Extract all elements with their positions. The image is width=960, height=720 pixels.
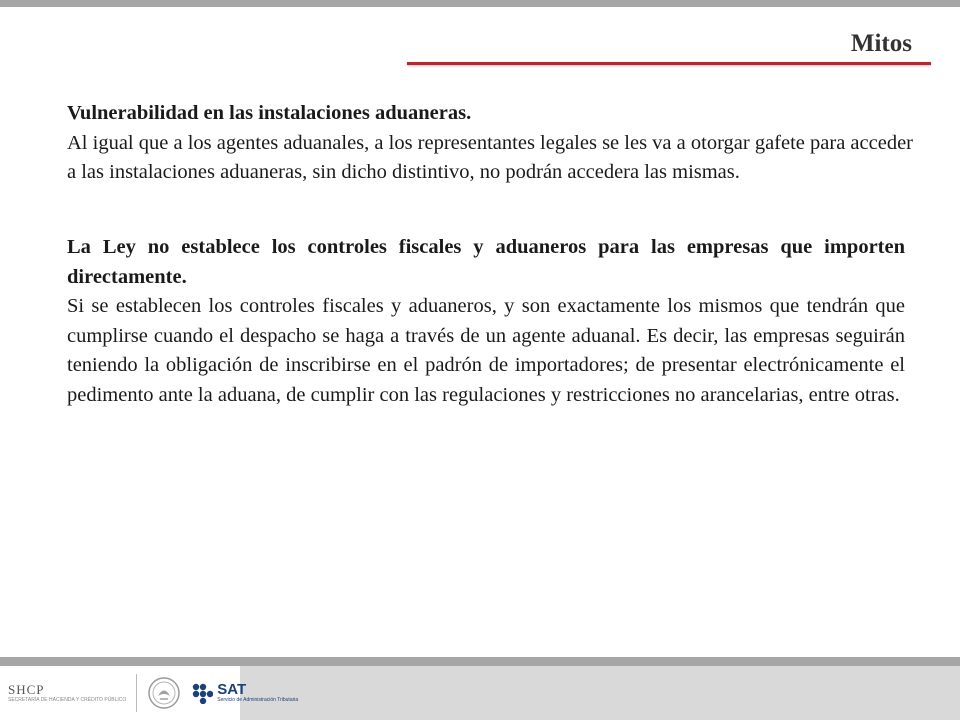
title-underline: [407, 62, 931, 65]
top-border-bar: [0, 0, 960, 7]
section-heading: Vulnerabilidad en las instalaciones aduaneras.: [67, 102, 472, 124]
shcp-logo-text: SHCP: [8, 682, 45, 697]
footer-logos: [8, 670, 298, 716]
sat-logo-subtext: Servicio de Administración Tributaria: [217, 697, 299, 703]
section-body: Al igual que a los agentes aduanales, a los representantes legales se les va a otorgar gafete para acceder a las instalaciones aduaneras, sin dicho distintivo, no podrán accedera las mismas.: [67, 131, 913, 183]
mexico-seal-icon: [147, 676, 181, 710]
footer-band: [0, 657, 960, 666]
shcp-logo-subtext: SECRETARÍA DE HACIENDA Y CRÉDITO PÚBLICO: [8, 697, 127, 703]
sat-logo: [191, 682, 298, 704]
slide-title: Mitos: [850, 30, 912, 57]
section-controles: [67, 233, 905, 410]
logo-divider: [136, 674, 137, 712]
section-vulnerabilidad: [67, 99, 913, 188]
sat-logo-text: SAT: [217, 681, 247, 698]
section-heading: La Ley no establece los controles fiscales y aduaneros para las empresas que importen directamente.: [67, 236, 905, 288]
footer-gray-panel: [240, 666, 960, 720]
sat-logo-icon: [191, 682, 213, 704]
shcp-logo: [8, 683, 126, 703]
section-body: Si se establecen los controles fiscales y aduaneros, y son exactamente los mismos que tendrán que cumplirse cuando el despacho se haga a través de un agente aduanal. Es decir, las empresas seguirán teniendo la obligación de inscribirse en el padrón de importadores; de presentar electrónicamente el pedimento ante la aduana, de cumplir con las regulaciones y restricciones no arancelarias, entre otras.: [67, 295, 905, 406]
